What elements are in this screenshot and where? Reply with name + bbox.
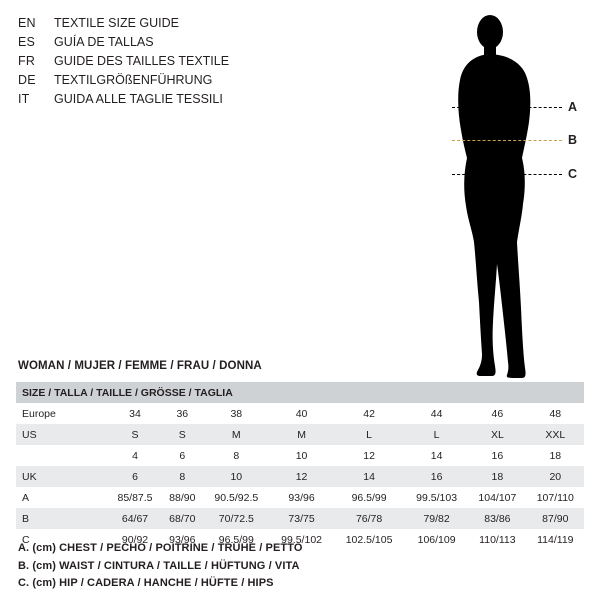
measure-label-a: A	[568, 100, 578, 114]
cell: 90/92	[121, 533, 149, 546]
footnote-b: B. (cm) WAIST / CINTURA / TAILLE / HÜFTUNG / VITA	[18, 559, 300, 572]
language-header	[18, 16, 318, 111]
cell: 93/96	[169, 533, 196, 546]
cell: 107/110	[536, 491, 574, 504]
cell: XL	[468, 424, 527, 445]
cell: 14	[430, 449, 443, 462]
row-label-c: C	[22, 533, 30, 546]
footnote-a: A. (cm) CHEST / PECHO / POITRINE / TRUHE / PETTO	[18, 542, 303, 554]
cell: 6	[179, 449, 186, 462]
cell: 8	[162, 466, 203, 487]
row-label-b: B	[16, 508, 108, 529]
language-code-it: IT	[18, 92, 30, 106]
table-row	[16, 487, 584, 508]
cell: 96.5/99	[218, 533, 254, 546]
footnotes	[18, 540, 578, 593]
footnote-c: C. (cm) HIP / CADERA / HANCHE / HÜFTE / HIPS	[18, 577, 274, 589]
cell: 83/86	[468, 508, 527, 529]
cell: 16	[491, 449, 504, 462]
row-label-europe: Europe	[22, 407, 56, 420]
measure-line-a	[452, 107, 562, 108]
cell: 93/96	[288, 491, 315, 504]
table-row	[16, 466, 584, 487]
language-row	[18, 54, 318, 73]
language-row	[18, 16, 318, 35]
measure-label-c: C	[568, 167, 578, 181]
language-text-fr: GUIDE DES TAILLES TEXTILE	[54, 54, 230, 68]
cell: 110/113	[479, 533, 516, 546]
language-row	[18, 35, 318, 54]
cell: 34	[129, 407, 141, 420]
size-table	[16, 382, 584, 550]
language-text-de: TEXTILGRÖßENFÜHRUNG	[54, 73, 213, 87]
cell: 79/82	[405, 508, 468, 529]
cell: 76/78	[333, 508, 405, 529]
language-code-es: ES	[18, 35, 36, 49]
cell: 96.5/99	[351, 491, 387, 504]
cell: 70/72.5	[203, 508, 271, 529]
cell: 88/90	[169, 491, 196, 504]
language-text-es: GUÍA DE TALLAS	[54, 35, 154, 49]
cell: S	[162, 424, 203, 445]
cell: 16	[405, 466, 468, 487]
language-row	[18, 73, 318, 92]
measure-line-c	[452, 174, 562, 175]
language-code-fr: FR	[18, 54, 36, 68]
cell: 12	[270, 466, 333, 487]
cell: L	[405, 424, 468, 445]
cell: L	[333, 424, 405, 445]
language-text-en: TEXTILE SIZE GUIDE	[54, 16, 180, 30]
figure-area	[400, 10, 590, 380]
row-label-a: A	[22, 491, 30, 504]
table-header-row	[16, 382, 584, 403]
cell: 18	[468, 466, 527, 487]
cell: 87/90	[527, 508, 584, 529]
cell: 85/87.5	[117, 491, 153, 504]
cell: 114/119	[537, 533, 574, 546]
cell: 4	[132, 449, 138, 462]
table-row	[16, 403, 584, 424]
cell: 104/107	[478, 491, 517, 504]
language-text-it: GUIDA ALLE TAGLIE TESSILI	[54, 92, 223, 106]
group-title-woman: WOMAN / MUJER / FEMME / FRAU / DONNA	[18, 360, 262, 372]
cell: 18	[549, 449, 562, 462]
cell: M	[270, 424, 333, 445]
cell: 90.5/92.5	[214, 491, 259, 504]
cell: 6	[108, 466, 162, 487]
cell: 14	[333, 466, 405, 487]
cell: 12	[363, 449, 375, 462]
cell: 48	[549, 407, 562, 420]
table-header-label: SIZE / TALLA / TAILLE / GRÖSSE / TAGLIA	[16, 382, 584, 403]
row-label-us: US	[16, 424, 108, 445]
language-code-en: EN	[18, 16, 36, 30]
cell: 99.5/102	[281, 533, 322, 546]
cell: 40	[295, 407, 308, 420]
table-row	[16, 445, 584, 466]
cell: M	[203, 424, 271, 445]
table-row	[16, 508, 584, 529]
cell: 20	[527, 466, 584, 487]
woman-silhouette-icon	[430, 10, 550, 380]
cell: 44	[430, 407, 443, 420]
table-row	[16, 424, 584, 445]
measure-label-b: B	[568, 133, 578, 147]
cell: 106/109	[417, 533, 456, 546]
cell: 73/75	[270, 508, 333, 529]
cell: 46	[491, 407, 504, 420]
cell: 68/70	[162, 508, 203, 529]
cell: 99.5/103	[416, 491, 458, 504]
cell: 64/67	[108, 508, 162, 529]
row-label-uk: UK	[16, 466, 108, 487]
row-label-us-numeric	[16, 445, 108, 466]
cell: XXL	[527, 424, 584, 445]
cell: 38	[230, 407, 243, 420]
cell: 36	[176, 407, 189, 420]
cell: S	[108, 424, 162, 445]
cell: 10	[295, 449, 308, 462]
cell: 10	[203, 466, 271, 487]
measure-line-b	[452, 140, 562, 141]
cell: 102.5/105	[345, 533, 393, 546]
language-row	[18, 92, 318, 111]
cell: 42	[363, 407, 375, 420]
cell: 8	[233, 449, 240, 462]
language-code-de: DE	[18, 73, 36, 87]
